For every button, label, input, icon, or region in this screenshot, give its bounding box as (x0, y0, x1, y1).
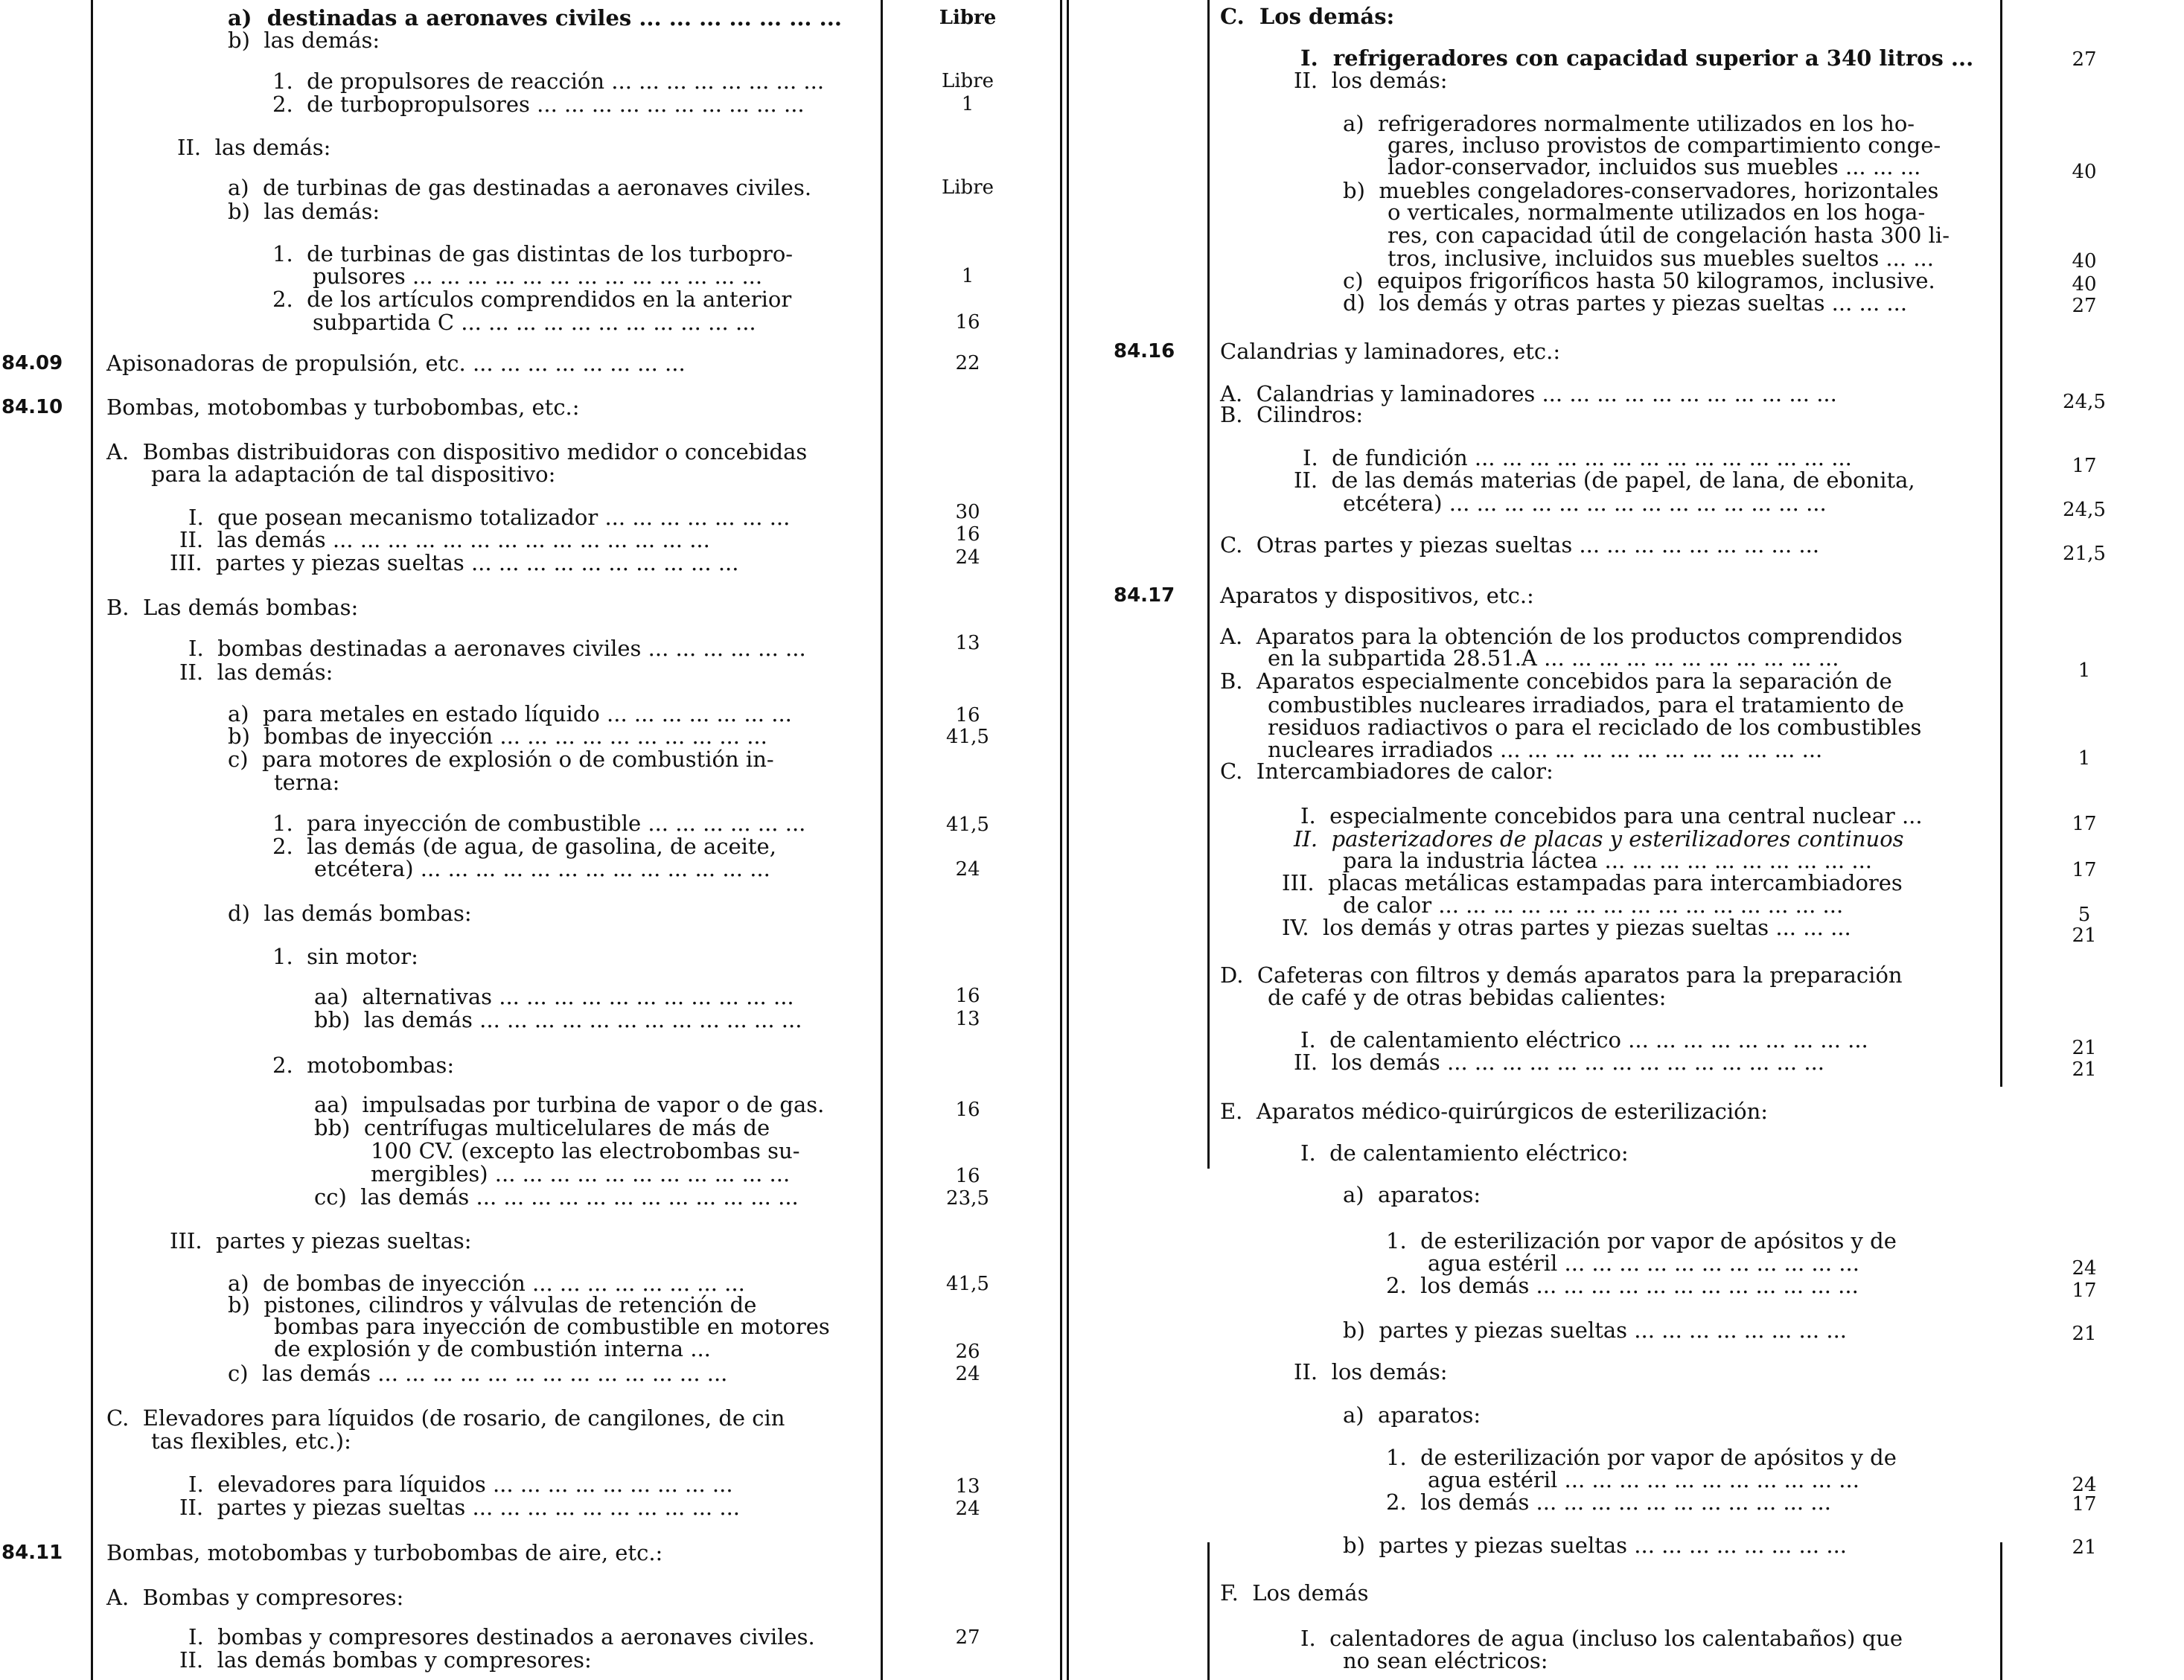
tariff-line: B. Las demás bombas: (106, 595, 359, 620)
tariff-line: bb) las demás ... ... ... ... ... ... ... ... ... ... ... ... (314, 1007, 802, 1032)
tariff-line: bombas para inyección de combustible en motores (274, 1314, 830, 1339)
duty-rate: 21,5 (2063, 543, 2106, 565)
duty-rate: 5 (2078, 904, 2091, 926)
duty-rate: Libre (939, 7, 997, 29)
tariff-line: c) las demás ... ... ... ... ... ... ... ... ... ... ... ... ... (228, 1361, 728, 1386)
duty-rate: 17 (2072, 813, 2097, 835)
duty-rate: 40 (2072, 161, 2097, 183)
duty-rate: 22 (955, 352, 980, 374)
tariff-line: no sean eléctricos: (1343, 1648, 1548, 1673)
tariff-line: I. calentadores de agua (incluso los calentabaños) que (1300, 1626, 1903, 1651)
tariff-line: Bombas, motobombas y turbobombas de aire, etc.: (106, 1540, 663, 1565)
tariff-line: III. partes y piezas sueltas ... ... ... ... ... ... ... ... ... ... (170, 550, 739, 575)
tariff-line: II. los demás: (1294, 68, 1448, 93)
tariff-line: b) pistones, cilindros y válvulas de retención de (228, 1292, 757, 1318)
duty-rate: 40 (2072, 250, 2097, 272)
tariff-line: Aparatos y dispositivos, etc.: (1220, 583, 1534, 608)
tariff-line: d) los demás y otras partes y piezas sueltas ... ... ... (1343, 290, 1908, 316)
tariff-line: tros, inclusive, incluidos sus muebles sueltos ... ... (1388, 246, 1934, 271)
tariff-line: 1. de turbinas de gas distintas de los turbopro- (272, 241, 794, 266)
duty-rate: 40 (2072, 273, 2097, 296)
tariff-line: B. Cilindros: (1220, 402, 1364, 427)
tariff-line: I. especialmente concebidos para una central nuclear ... (1300, 803, 1923, 828)
tariff-line: subpartida C ... ... ... ... ... ... ... ... ... ... ... (313, 310, 756, 335)
tariff-line: B. Aparatos especialmente concebidos para la separación de (1220, 668, 1892, 694)
tariff-line: 2. de los artículos comprendidos en la anterior (272, 287, 792, 312)
tariff-line: residuos radiactivos o para el reciclado de los combustibles (1268, 715, 1922, 740)
tariff-line: terna: (274, 770, 340, 795)
tariff-line: 2. los demás ... ... ... ... ... ... ... ... ... ... ... (1386, 1489, 1831, 1515)
tariff-line: 1. para inyección de combustible ... ... ... ... ... ... (272, 811, 806, 836)
duty-rate: 24 (2072, 1257, 2097, 1280)
tariff-line: Calandrias y laminadores, etc.: (1220, 339, 1561, 364)
tariff-line: c) para motores de explosión o de combustión in- (228, 747, 774, 772)
rule-left-rate (881, 0, 883, 1680)
tariff-line: c) equipos frigoríficos hasta 50 kilogramos, inclusive. (1343, 268, 1935, 293)
tariff-line: II. las demás bombas y compresores: (179, 1647, 592, 1673)
duty-rate: 23,5 (946, 1187, 989, 1210)
duty-rate: 21 (2072, 1037, 2097, 1059)
tariff-line: b) partes y piezas sueltas ... ... ... ... ... ... ... ... (1343, 1318, 1848, 1343)
duty-rate: 1 (2078, 659, 2091, 682)
duty-rate: 1 (961, 93, 974, 115)
duty-rate: 26 (955, 1341, 980, 1363)
heading-code: 84.17 (1114, 584, 1175, 607)
tariff-line: A. Calandrias y laminadores ... ... ... ... ... ... ... ... ... ... ... (1220, 381, 1837, 406)
tariff-line: I. bombas destinadas a aeronaves civiles ... ... ... ... ... ... (188, 636, 806, 661)
tariff-line: I. de fundición ... ... ... ... ... ... ... ... ... ... ... ... ... ... (1303, 445, 1852, 470)
duty-rate: 24 (955, 1498, 980, 1520)
duty-rate: Libre (941, 70, 994, 92)
duty-rate: Libre (941, 176, 994, 199)
tariff-line: tas flexibles, etc.): (151, 1428, 351, 1454)
heading-code: 84.09 (1, 352, 63, 374)
duty-rate: 17 (2072, 859, 2097, 881)
rule-gutter-2 (1067, 0, 1069, 1680)
duty-rate: 16 (955, 311, 980, 333)
tariff-line: aa) impulsadas por turbina de vapor o de gas. (314, 1092, 825, 1117)
tariff-line: 1. de propulsores de reacción ... ... ... ... ... ... ... ... (272, 68, 825, 94)
tariff-line: C. Elevadores para líquidos (de rosario, de cangilones, de cin (106, 1405, 785, 1431)
duty-rate: 13 (955, 1475, 980, 1498)
tariff-line: nucleares irradiados ... ... ... ... ... ... ... ... ... ... ... ... (1268, 737, 1823, 762)
tariff-line: 1. de esterilización por vapor de apósitos y de (1386, 1228, 1897, 1253)
tariff-line: C. Los demás: (1220, 4, 1395, 29)
rule-right-code-top (1207, 0, 1210, 1169)
duty-rate: 16 (955, 1099, 980, 1121)
duty-rate: 41,5 (946, 814, 989, 836)
duty-rate: 21 (2072, 1058, 2097, 1081)
tariff-line: agua estéril ... ... ... ... ... ... ... ... ... ... ... (1428, 1251, 1859, 1276)
duty-rate: 27 (955, 1626, 980, 1649)
tariff-line: I. que posean mecanismo totalizador ... ... ... ... ... ... ... (188, 505, 791, 530)
tariff-line: o verticales, normalmente utilizados en los hoga- (1388, 199, 1926, 225)
rule-left-code (91, 0, 93, 1680)
tariff-line: a) destinadas a aeronaves civiles ... ... ... ... ... ... ... (228, 5, 842, 31)
tariff-line: para la industria láctea ... ... ... ... ... ... ... ... ... ... (1343, 848, 1873, 873)
tariff-line: res, con capacidad útil de congelación hasta 300 li- (1388, 223, 1950, 248)
tariff-line: a) de bombas de inyección ... ... ... ... ... ... ... ... (228, 1271, 745, 1296)
duty-rate: 16 (955, 704, 980, 726)
tariff-line: a) para metales en estado líquido ... ... ... ... ... ... ... (228, 701, 792, 726)
tariff-line: C. Intercambiadores de calor: (1220, 758, 1554, 784)
duty-rate: 17 (2072, 1280, 2097, 1302)
tariff-line: 2. motobombas: (272, 1053, 455, 1078)
tariff-line: Apisonadoras de propulsión, etc. ... ... ... ... ... ... ... ... (106, 351, 686, 376)
tariff-line: Bombas, motobombas y turbobombas, etc.: (106, 395, 580, 420)
tariff-line: F. Los demás (1220, 1580, 1369, 1606)
duty-rate: 27 (2072, 295, 2097, 317)
tariff-line: bb) centrífugas multicelulares de más de (314, 1115, 770, 1140)
tariff-line: etcétera) ... ... ... ... ... ... ... ... ... ... ... ... ... (314, 856, 770, 881)
tariff-line: II. las demás: (177, 135, 331, 160)
tariff-line: II. los demás ... ... ... ... ... ... ... ... ... ... ... ... ... ... (1294, 1050, 1825, 1075)
tariff-line: combustibles nucleares irradiados, para el tratamiento de (1268, 692, 1904, 718)
duty-rate: 16 (955, 985, 980, 1007)
duty-rate: 24,5 (2063, 391, 2106, 413)
tariff-line: 2. las demás (de agua, de gasolina, de aceite, (272, 834, 776, 859)
tariff-line: II. las demás: (179, 659, 333, 685)
tariff-line: 1. sin motor: (272, 944, 418, 969)
tariff-line: d) las demás bombas: (228, 901, 472, 926)
tariff-line: a) aparatos: (1343, 1402, 1481, 1428)
duty-rate: 16 (955, 1165, 980, 1187)
tariff-line: b) las demás: (228, 199, 380, 224)
tariff-line: de calor ... ... ... ... ... ... ... ... ... ... ... ... ... ... ... (1343, 892, 1844, 918)
tariff-line: D. Cafeteras con filtros y demás aparatos para la preparación (1220, 962, 1903, 988)
tariff-line: etcétera) ... ... ... ... ... ... ... ... ... ... ... ... ... ... (1343, 491, 1827, 516)
duty-rate: 30 (955, 501, 980, 523)
tariff-line: 2. de turbopropulsores ... ... ... ... ... ... ... ... ... ... (272, 92, 805, 117)
duty-rate: 21 (2072, 1323, 2097, 1345)
tariff-line: C. Otras partes y piezas sueltas ... ... ... ... ... ... ... ... ... (1220, 532, 1820, 558)
tariff-line: a) de turbinas de gas destinadas a aeronaves civiles. (228, 175, 812, 200)
tariff-line: II. pasterizadores de placas y esterilizadores continuos (1294, 826, 1904, 852)
duty-rate: 24 (955, 1363, 980, 1385)
tariff-line: I. bombas y compresores destinados a aeronaves civiles. (188, 1624, 815, 1649)
tariff-line: b) bombas de inyección ... ... ... ... ... ... ... ... ... ... (228, 724, 767, 749)
duty-rate: 13 (955, 632, 980, 654)
tariff-line: 2. los demás ... ... ... ... ... ... ... ... ... ... ... ... (1386, 1273, 1859, 1298)
tariff-line: A. Aparatos para la obtención de los productos comprendidos (1220, 624, 1903, 649)
heading-code: 84.11 (1, 1542, 63, 1564)
duty-rate: 1 (961, 265, 974, 287)
duty-rate: 41,5 (946, 726, 989, 748)
tariff-line: b) partes y piezas sueltas ... ... ... ... ... ... ... ... (1343, 1533, 1848, 1558)
duty-rate: 24 (2072, 1474, 2097, 1496)
tariff-line: mergibles) ... ... ... ... ... ... ... ... ... ... ... (371, 1161, 791, 1186)
tariff-line: a) refrigeradores normalmente utilizados en los ho- (1343, 111, 1915, 136)
rule-right-rate-top (2000, 0, 2002, 1087)
tariff-line: III. partes y piezas sueltas: (170, 1228, 472, 1253)
tariff-line: I. refrigeradores con capacidad superior a 340 litros ... (1300, 45, 1974, 71)
tariff-line: lador-conservador, incluidos sus muebles ... ... ... (1388, 154, 1921, 179)
tariff-line: gares, incluso provistos de compartimiento conge- (1388, 132, 1941, 158)
tariff-line: III. placas metálicas estampadas para intercambiadores (1282, 870, 1903, 895)
duty-rate: 27 (2072, 48, 2097, 71)
tariff-line: E. Aparatos médico-quirúrgicos de esterilización: (1220, 1099, 1769, 1124)
duty-rate: 21 (2072, 924, 2097, 947)
duty-rate: 24 (955, 546, 980, 569)
tariff-line: II. de las demás materias (de papel, de lana, de ebonita, (1294, 467, 1915, 493)
tariff-line: aa) alternativas ... ... ... ... ... ... ... ... ... ... ... (314, 984, 794, 1009)
tariff-line: I. de calentamiento eléctrico ... ... ... ... ... ... ... ... ... (1300, 1027, 1868, 1053)
duty-rate: 17 (2072, 455, 2097, 477)
tariff-line: a) aparatos: (1343, 1182, 1481, 1207)
heading-code: 84.16 (1114, 340, 1175, 362)
tariff-line: I. de calentamiento eléctrico: (1300, 1140, 1629, 1166)
tariff-line: II. las demás ... ... ... ... ... ... ... ... ... ... ... ... ... ... (179, 527, 710, 552)
tariff-line: II. partes y piezas sueltas ... ... ... ... ... ... ... ... ... ... (179, 1495, 741, 1520)
duty-rate: 24,5 (2063, 499, 2106, 521)
tariff-line: II. los demás: (1294, 1359, 1448, 1384)
tariff-line: 100 CV. (excepto las electrobombas su- (371, 1138, 800, 1163)
duty-rate: 13 (955, 1008, 980, 1030)
tariff-line: agua estéril ... ... ... ... ... ... ... ... ... ... ... (1428, 1467, 1859, 1492)
heading-code: 84.10 (1, 396, 63, 418)
tariff-line: I. elevadores para líquidos ... ... ... ... ... ... ... ... ... (188, 1472, 733, 1497)
tariff-line: b) las demás: (228, 28, 380, 53)
rule-gutter-1 (1060, 0, 1062, 1680)
tariff-line: pulsores ... ... ... ... ... ... ... ... ... ... ... ... ... (313, 264, 763, 289)
tariff-line: de explosión y de combustión interna ... (274, 1336, 711, 1361)
duty-rate: 1 (2078, 747, 2091, 770)
duty-rate: 41,5 (946, 1273, 989, 1295)
tariff-line: cc) las demás ... ... ... ... ... ... ... ... ... ... ... ... (314, 1184, 799, 1210)
tariff-line: A. Bombas y compresores: (106, 1585, 404, 1610)
tariff-line: IV. los demás y otras partes y piezas sueltas ... ... ... (1282, 915, 1851, 940)
tariff-line: 1. de esterilización por vapor de apósitos y de (1386, 1445, 1897, 1470)
rule-right-code-bottom (1207, 1542, 1210, 1680)
duty-rate: 24 (955, 858, 980, 881)
rule-right-rate-bottom (2000, 1542, 2002, 1680)
tariff-line: de café y de otras bebidas calientes: (1268, 985, 1667, 1010)
duty-rate: 17 (2072, 1493, 2097, 1515)
duty-rate: 16 (955, 523, 980, 546)
tariff-line: A. Bombas distribuidoras con dispositivo medidor o concebidas (106, 439, 808, 464)
duty-rate: 21 (2072, 1536, 2097, 1559)
tariff-line: en la subpartida 28.51.A ... ... ... ... ... ... ... ... ... ... ... (1268, 645, 1839, 671)
tariff-line: b) muebles congeladores-conservadores, horizontales (1343, 178, 1939, 203)
tariff-line: para la adaptación de tal dispositivo: (151, 461, 556, 487)
